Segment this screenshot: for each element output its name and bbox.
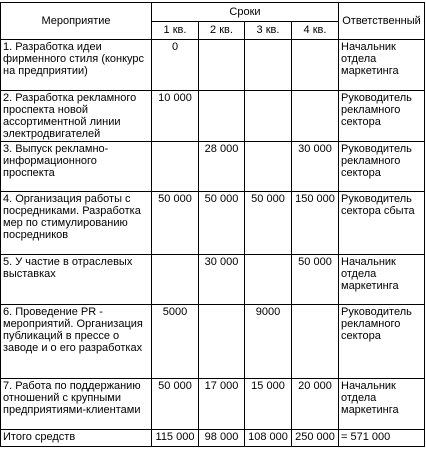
- responsible-cell: Руководитель рекламного сектора: [339, 305, 425, 379]
- q1-cell: 0: [152, 40, 199, 91]
- table-row: [1, 379, 425, 430]
- total-q4: 250 000: [292, 430, 339, 447]
- total-sum: = 571 000: [339, 430, 425, 447]
- q4-cell: [292, 40, 339, 91]
- event-cell: 7. Работа по поддержанию отношений с крупными предприятиями-клиентами: [1, 379, 152, 430]
- column-header-responsible: Ответственный: [339, 3, 425, 40]
- total-q3: 108 000: [245, 430, 292, 447]
- responsible-cell: Начальник отдела маркетинга: [339, 40, 425, 91]
- total-label: Итого средств: [1, 430, 152, 447]
- q4-cell: [292, 305, 339, 379]
- q3-cell: [245, 142, 292, 192]
- q4-cell: 20 000: [292, 379, 339, 430]
- column-header-q4: 4 кв.: [292, 21, 339, 40]
- table-row: [1, 40, 425, 91]
- table-row: [1, 192, 425, 255]
- q3-cell: 50 000: [245, 192, 292, 255]
- column-header-q3: 3 кв.: [245, 21, 292, 40]
- q2-cell: [199, 91, 245, 142]
- responsible-cell: Начальник отдела маркетинга: [339, 379, 425, 430]
- q2-cell: 30 000: [199, 255, 245, 305]
- q1-cell: 50 000: [152, 192, 199, 255]
- total-q1: 115 000: [152, 430, 199, 447]
- q3-cell: 15 000: [245, 379, 292, 430]
- q3-cell: [245, 255, 292, 305]
- event-cell: 5. У частие в отраслевых выставках: [1, 255, 152, 305]
- table-row: [1, 142, 425, 192]
- q4-cell: 30 000: [292, 142, 339, 192]
- q3-cell: [245, 40, 292, 91]
- q2-cell: [199, 40, 245, 91]
- event-cell: 1. Разработка идеи фирменного стиля (конкурс на предприятии): [1, 40, 152, 91]
- total-q2: 98 000: [199, 430, 245, 447]
- q4-cell: 150 000: [292, 192, 339, 255]
- column-header-terms: Сроки: [152, 3, 339, 22]
- q4-cell: 50 000: [292, 255, 339, 305]
- q2-cell: 50 000: [199, 192, 245, 255]
- responsible-cell: Руководитель рекламного сектора: [339, 91, 425, 142]
- header-row-top: [1, 3, 425, 22]
- marketing-plan-table: [0, 2, 425, 447]
- q2-cell: [199, 305, 245, 379]
- q3-cell: 9000: [245, 305, 292, 379]
- q2-cell: 28 000: [199, 142, 245, 192]
- q1-cell: 10 000: [152, 91, 199, 142]
- q1-cell: [152, 255, 199, 305]
- event-cell: 2. Разработка рекламного проспекта новой ассортиментной линии электродвигателей: [1, 91, 152, 142]
- column-header-q1: 1 кв.: [152, 21, 199, 40]
- q4-cell: [292, 91, 339, 142]
- responsible-cell: Руководитель рекламного сектора: [339, 142, 425, 192]
- responsible-cell: Руководитель сектора сбыта: [339, 192, 425, 255]
- column-header-event: Мероприятие: [1, 3, 152, 40]
- q2-cell: 17 000: [199, 379, 245, 430]
- table-row: [1, 91, 425, 142]
- q1-cell: 50 000: [152, 379, 199, 430]
- responsible-cell: Начальник отдела маркетинга: [339, 255, 425, 305]
- q1-cell: [152, 142, 199, 192]
- event-cell: 4. Организация работы с посредниками. Разработка мер по стимулированию посредников: [1, 192, 152, 255]
- event-cell: 3. Выпуск рекламно-информационного проспекта: [1, 142, 152, 192]
- table-row: [1, 305, 425, 379]
- q1-cell: 5000: [152, 305, 199, 379]
- event-cell: 6. Проведение PR - мероприятий. Организация публикаций в прессе о заводе и о его разработках: [1, 305, 152, 379]
- table-row: [1, 255, 425, 305]
- total-row: [1, 430, 425, 447]
- column-header-q2: 2 кв.: [199, 21, 245, 40]
- q3-cell: [245, 91, 292, 142]
